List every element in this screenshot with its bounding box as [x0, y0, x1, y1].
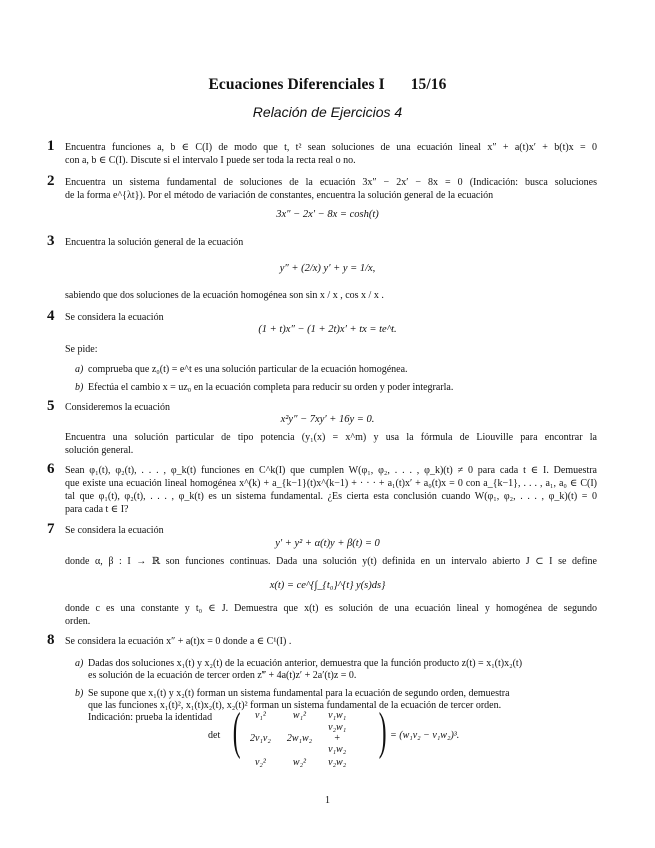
exercise-text-line: con a, b ∈ C(I). Discute si el intervalo I puede ser toda la recta real o no. — [65, 155, 356, 166]
exercise-number: 4 — [47, 308, 55, 324]
matrix-cell: w₂² — [292, 756, 307, 768]
exercise-text-line: orden. — [65, 616, 91, 627]
item-text: Dadas dos soluciones x₁(t) y x₂(t) de la ecuación anterior, demuestra que la función producto z(t) = x₁(t)x₂(t) — [88, 658, 523, 669]
exercise-text-line: Se considera la ecuación — [65, 525, 164, 536]
exercise-text-line: Encuentra la solución general de la ecuación — [65, 237, 244, 248]
item-label: b) — [75, 688, 84, 699]
exercise-text-line: Encuentra funciones a, b ∈ C(I) de modo que t, t² sean soluciones de una ecuación lineal x″ + a(t)x′ + b(t)x = 0 — [65, 142, 597, 153]
item-label: a) — [75, 658, 84, 669]
matrix-cell: v₂² — [254, 756, 266, 768]
matrix-cell: v₁w₁ — [328, 709, 347, 721]
matrix-cell: v₂w₁ + v₁w₂ — [328, 722, 347, 755]
page-number: 1 — [325, 795, 330, 806]
exercise-text-line: Se pide: — [65, 344, 98, 355]
item-text: Efectúa el cambio x = uz₀ en la ecuación completa para reducir su orden y poder integrarla. — [88, 382, 454, 393]
item-text: que las funciones x₁(t)², x₁(t)x₂(t), x₂(t)² forman un sistema fundamental de la ecuación de tercer orden. — [88, 700, 502, 711]
det-label: det — [208, 730, 221, 741]
exercise-text-line: que existe una ecuación lineal homogénea x^(k) + a_{k−1}(t)x^(k−1) + · · · + a₁(t)x′ + a₀(t)x = 0 con a_{k−1}, . . . , a₁, a₀ ∈ C(I) — [65, 478, 597, 489]
exercise-text-line: sabiendo que dos soluciones de la ecuación homogénea son sin x / x , cos x / x . — [65, 290, 384, 301]
display-equation: y″ + (2/x) y′ + y = 1/x, — [279, 263, 376, 274]
exercise-number: 1 — [47, 138, 55, 154]
exercise-number: 6 — [47, 461, 55, 477]
determinant-matrix — [242, 708, 354, 769]
item-text: comprueba que z₀(t) = e^t es una solución particular de la ecuación homogénea. — [88, 364, 408, 375]
title-text: Ecuaciones Diferenciales I — [208, 76, 385, 93]
item-text: Indicación: prueba la identidad — [88, 712, 213, 723]
item-text: es solución de la ecuación de tercer orden z‴ + 4a(t)z′ + 2a′(t)z = 0. — [88, 670, 357, 681]
exercise-text-line: solución general. — [65, 445, 134, 456]
exercise-text-line: Consideremos la ecuación — [65, 402, 170, 413]
page-subtitle: Relación de Ejercicios 4 — [252, 104, 403, 120]
exercise-text-line: Sean φ₁(t), φ₂(t), . . . , φ_k(t) funciones en C^k(I) que cumplen W(φ₁, φ₂, . . . , φ_k)(t) ≠ 0 para cada t ∈ I. Demuestra — [65, 465, 597, 476]
item-text: Se supone que x₁(t) y x₂(t) forman un sistema fundamental para la ecuación de segundo orden, demuestra — [88, 688, 510, 699]
matrix-cell: w₁² — [292, 709, 307, 721]
exercise-text-line: para cada t ∈ I? — [65, 504, 129, 515]
exercise-text-line: donde α, β : I → ℝ son funciones continuas. Dada una solución y(t) definida en un intervalo abierto J ⊂ I se define — [65, 556, 597, 567]
item-label: b) — [75, 382, 84, 393]
page-title — [0, 76, 655, 94]
exercise-text-line: tal que φ₁(t), φ₂(t), . . . , φ_k(t) es un sistema fundamental. ¿Es cierta esta conclusión cuando W(φ₁, φ₂, . . . , φ_k)(t) = 0 — [65, 491, 597, 502]
right-paren: ) — [378, 703, 387, 760]
matrix-cell: v₂w₂ — [328, 756, 347, 768]
course-year: 15/16 — [410, 76, 447, 93]
exercise-text-line: Encuentra un sistema fundamental de soluciones de la ecuación 3x″ − 2x′ − 8x = 0 (Indicación: busca soluciones — [65, 177, 597, 188]
matrix-cell: v₁² — [254, 709, 266, 721]
display-equation: x(t) = ce^{∫_{t₀}^{t} y(s)ds} — [269, 580, 386, 591]
display-equation: y′ + y² + α(t)y + β(t) = 0 — [275, 538, 380, 549]
exercise-number: 7 — [47, 521, 55, 537]
exercise-number: 3 — [47, 233, 55, 249]
display-equation: (1 + t)x″ − (1 + 2t)x′ + tx = te^t. — [258, 324, 397, 335]
matrix-cell: 2w₁w₂ — [286, 733, 313, 744]
exercise-text-line: donde c es una constante y t₀ ∈ J. Demuestra que x(t) es solución de una ecuación lineal y homogénea de segundo — [65, 603, 597, 614]
identity-rhs: = (w₁v₂ − v₁w₂)³. — [390, 730, 460, 741]
exercise-text-line: Se considera la ecuación x″ + a(t)x = 0 donde a ∈ C¹(I) . — [65, 636, 292, 647]
exercise-text-line: de la forma e^{λt}). Por el método de variación de constantes, encuentra la solución general de la ecuación — [65, 190, 494, 201]
item-label: a) — [75, 364, 84, 375]
exercise-number: 2 — [47, 173, 55, 189]
left-paren: ( — [232, 703, 241, 760]
exercise-text-line: Encuentra una solución particular de tipo potencia (y₁(x) = x^m) y usa la fórmula de Liouville para encontrar la — [65, 432, 597, 443]
display-equation: x²y″ − 7xy′ + 16y = 0. — [280, 414, 375, 425]
exercise-number: 5 — [47, 398, 55, 414]
matrix-cell: 2v₁v₂ — [250, 733, 271, 744]
exercise-number: 8 — [47, 632, 55, 648]
display-equation: 3x″ − 2x′ − 8x = cosh(t) — [276, 209, 379, 220]
exercise-text-line: Se considera la ecuación — [65, 312, 164, 323]
